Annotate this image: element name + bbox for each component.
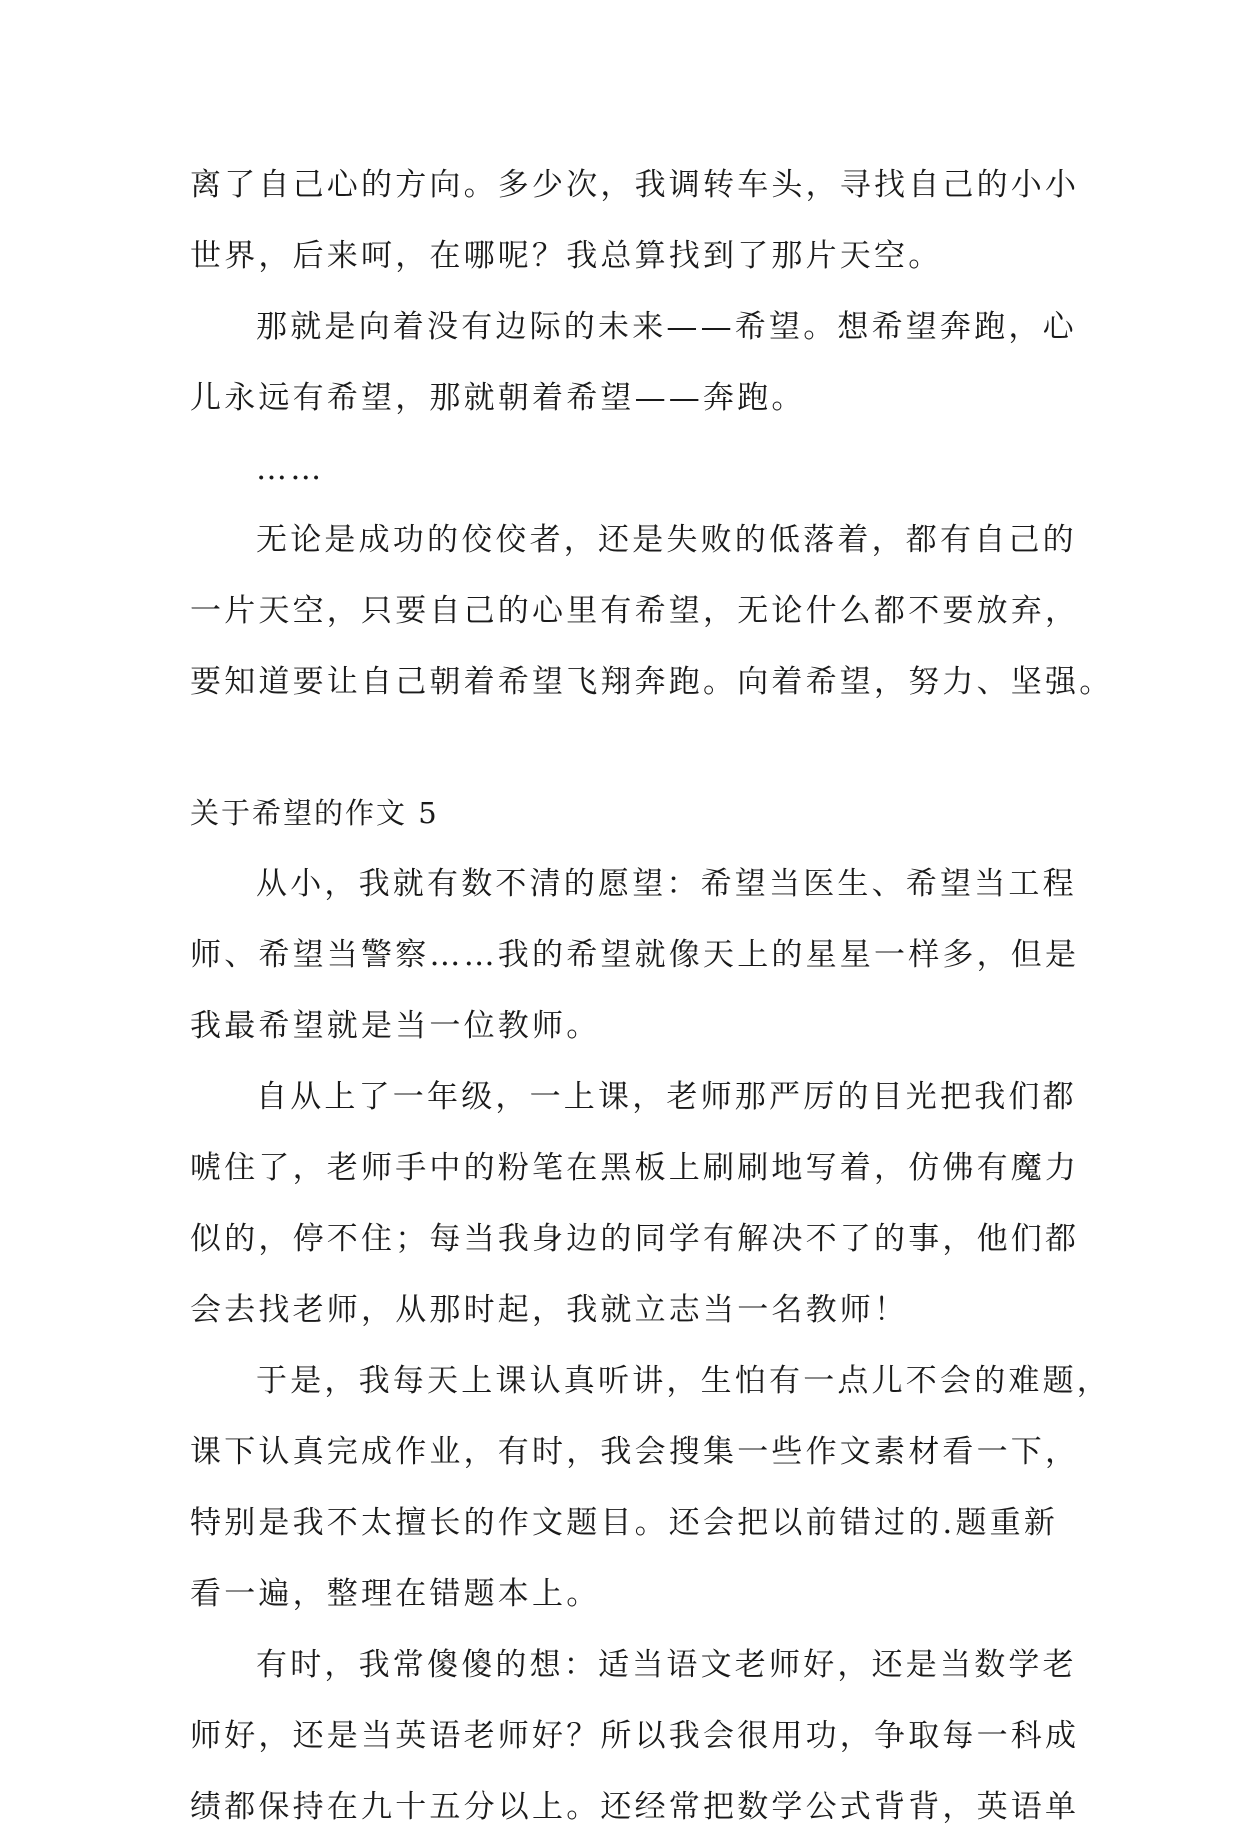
text-line: 于是，我每天上课认真听讲，生怕有一点儿不会的难题， — [256, 1363, 1111, 1399]
text-line: 有时，我常傻傻的想：适当语文老师好，还是当数学老 — [256, 1647, 1077, 1683]
document-page — [190, 150, 1114, 1843]
text-line: 离了自己心的方向。多少次，我调转车头，寻找自己的小小 — [190, 167, 1080, 203]
paragraph — [190, 849, 1080, 1062]
text-line: 一片天空，只要自己的心里有希望，无论什么都不要放弃， — [190, 593, 1080, 629]
section-title: 关于希望的作文 5 — [190, 796, 439, 830]
text-line: 从小，我就有数不清的愿望：希望当医生、希望当工程 — [256, 866, 1077, 902]
section-gap — [190, 718, 1070, 778]
text-line: 特别是我不太擅长的作文题目。还会把以前错过的.题重新 — [190, 1505, 1059, 1541]
text-line: 自从上了一年级，一上课，老师那严厉的目光把我们都 — [256, 1079, 1077, 1115]
text-line: 课下认真完成作业，有时，我会搜集一些作文素材看一下， — [190, 1434, 1080, 1470]
text-line: 会去找老师，从那时起，我就立志当一名教师！ — [190, 1292, 909, 1328]
paragraph — [190, 150, 1080, 292]
text-line: 看一遍，整理在错题本上。 — [190, 1576, 601, 1612]
text-line: 师、希望当警察……我的希望就像天上的星星一样多，但是 — [190, 937, 1080, 973]
paragraph — [190, 1062, 1080, 1346]
text-line: 似的，停不住；每当我身边的同学有解决不了的事，他们都 — [190, 1221, 1080, 1257]
text-line: 唬住了，老师手中的粉笔在黑板上刷刷地写着，仿佛有魔力 — [190, 1150, 1080, 1186]
ellipsis-line: …… — [256, 451, 325, 487]
paragraph — [190, 292, 1077, 434]
text-line: 我最希望就是当一位教师。 — [190, 1008, 601, 1044]
text-line: 那就是向着没有边际的未来——希望。想希望奔跑，心 — [256, 309, 1077, 345]
paragraph — [190, 505, 1114, 718]
text-line: 要知道要让自己朝着希望飞翔奔跑。向着希望，努力、坚强。 — [190, 664, 1114, 700]
paragraph — [190, 1630, 1080, 1843]
text-line: 师好，还是当英语老师好？所以我会很用功，争取每一科成 — [190, 1718, 1080, 1754]
text-line: 绩都保持在九十五分以上。还经常把数学公式背背，英语单 — [190, 1789, 1080, 1825]
text-line: 儿永远有希望，那就朝着希望——奔跑。 — [190, 380, 806, 416]
text-line: 世界，后来呵，在哪呢？我总算找到了那片天空。 — [190, 238, 943, 274]
text-line: 无论是成功的佼佼者，还是失败的低落着，都有自己的 — [256, 522, 1077, 558]
paragraph — [190, 1346, 1111, 1630]
